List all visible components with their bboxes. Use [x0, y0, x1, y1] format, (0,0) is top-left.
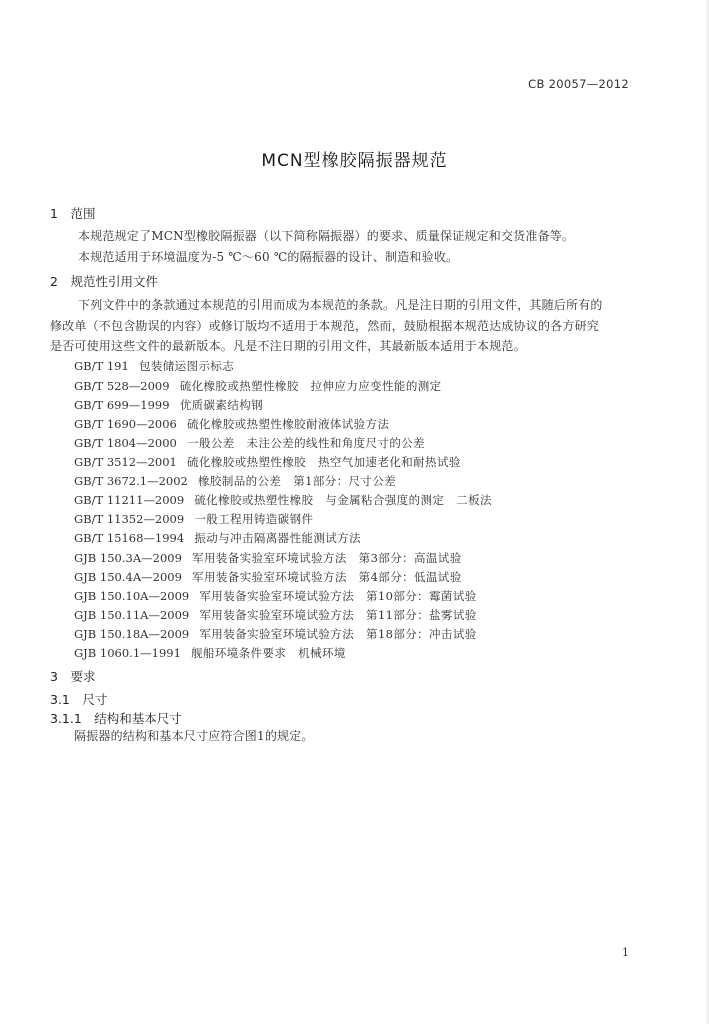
reference-code: GB/T 11211—2009 [74, 493, 185, 507]
standard-number: CB 20057—2012 [528, 77, 629, 91]
reference-title: 橡胶制品的公差 第1部分：尺寸公差 [198, 474, 397, 488]
reference-title: 包装储运图示标志 [138, 359, 235, 373]
reference-item [74, 623, 477, 642]
reference-code: GB/T 699—1999 [74, 398, 170, 412]
reference-title: 硫化橡胶或热塑性橡胶 拉伸应力应变性能的测定 [179, 379, 442, 393]
section-3-1-1-paragraph: 隔振器的结构和基本尺寸应符合图1的规定。 [74, 729, 314, 743]
reference-code: GJB 150.11A—2009 [74, 608, 190, 622]
reference-code: GB/T 1690—2006 [74, 417, 177, 431]
reference-code: GJB 150.3A—2009 [74, 551, 182, 565]
reference-code: GB/T 11352—2009 [74, 512, 185, 526]
reference-item [74, 470, 396, 489]
reference-item [74, 489, 492, 508]
reference-code: GJB 150.18A—2009 [74, 627, 190, 641]
page-number: 1 [622, 946, 629, 959]
reference-title: 一般工程用铸造碳钢件 [194, 512, 314, 526]
section-2-paragraph-line-3: 是否可使用这些文件的最新版本。凡是不注日期的引用文件，其最新版本适用于本规范。 [50, 339, 526, 353]
section-2-paragraph-line-1: 下列文件中的条款通过本规范的引用而成为本规范的条款。凡是注日期的引用文件，其随后所有的 [78, 298, 603, 312]
reference-title: 一般公差 未注公差的线性和角度尺寸的公差 [187, 436, 426, 450]
reference-code: GB/T 1804—2000 [74, 436, 177, 450]
reference-item [74, 375, 442, 394]
reference-code: GB/T 3512—2001 [74, 455, 177, 469]
reference-item [74, 508, 313, 527]
reference-title: 硫化橡胶或热塑性橡胶 与金属粘合强度的测定 二板法 [194, 493, 492, 507]
section-3-1-1-heading: 3.1.1 结构和基本尺寸 [50, 711, 182, 726]
reference-title: 舰船环境条件要求 机械环境 [191, 646, 346, 660]
reference-item [74, 604, 477, 623]
reference-item [74, 413, 389, 432]
section-2-heading: 2 规范性引用文件 [50, 274, 158, 289]
reference-title: 军用装备实验室环境试验方法 第11部分：盐雾试验 [199, 608, 477, 622]
section-1-heading: 1 范围 [50, 206, 96, 221]
reference-title: 军用装备实验室环境试验方法 第4部分：低温试验 [192, 570, 462, 584]
reference-code: GJB 1060.1—1991 [74, 646, 181, 660]
document-title: MCN型橡胶隔振器规范 [261, 151, 448, 171]
scan-edge-shadow [705, 0, 709, 1024]
reference-title: 优质碳素结构钢 [179, 398, 264, 412]
reference-code: GB/T 3672.1—2002 [74, 474, 188, 488]
reference-code: GB/T 191 [74, 359, 129, 373]
reference-code: GB/T 15168—1994 [74, 531, 185, 545]
reference-item [74, 527, 361, 546]
reference-title: 硫化橡胶或热塑性橡胶 热空气加速老化和耐热试验 [187, 455, 461, 469]
section-1-paragraph-2: 本规范适用于环境温度为-5 ℃～60 ℃的隔振器的设计、制造和验收。 [78, 250, 459, 264]
reference-title: 军用装备实验室环境试验方法 第18部分：冲击试验 [199, 627, 477, 641]
reference-item [74, 547, 462, 566]
reference-title: 振动与冲击隔离器性能测试方法 [194, 531, 361, 545]
reference-code: GB/T 528—2009 [74, 379, 170, 393]
reference-item [74, 394, 263, 413]
reference-item [74, 355, 234, 374]
reference-code: GJB 150.4A—2009 [74, 570, 182, 584]
reference-title: 军用装备实验室环境试验方法 第10部分：霉菌试验 [199, 589, 477, 603]
section-2-paragraph-line-2: 修改单（不包含勘误的内容）或修订版均不适用于本规范，然而，鼓励根据本规范达成协议的各方研究 [50, 319, 600, 333]
reference-item [74, 642, 346, 661]
reference-title: 硫化橡胶或热塑性橡胶耐液体试验方法 [187, 417, 390, 431]
section-3-heading: 3 要求 [50, 669, 96, 684]
reference-item [74, 451, 461, 470]
reference-item [74, 585, 477, 604]
reference-item [74, 432, 425, 451]
section-1-paragraph-1: 本规范规定了MCN型橡胶隔振器（以下简称隔振器）的要求、质量保证规定和交货准备等。 [78, 229, 575, 243]
reference-item [74, 566, 462, 585]
reference-code: GJB 150.10A—2009 [74, 589, 190, 603]
section-3-1-heading: 3.1 尺寸 [50, 692, 108, 707]
reference-title: 军用装备实验室环境试验方法 第3部分：高温试验 [192, 551, 462, 565]
